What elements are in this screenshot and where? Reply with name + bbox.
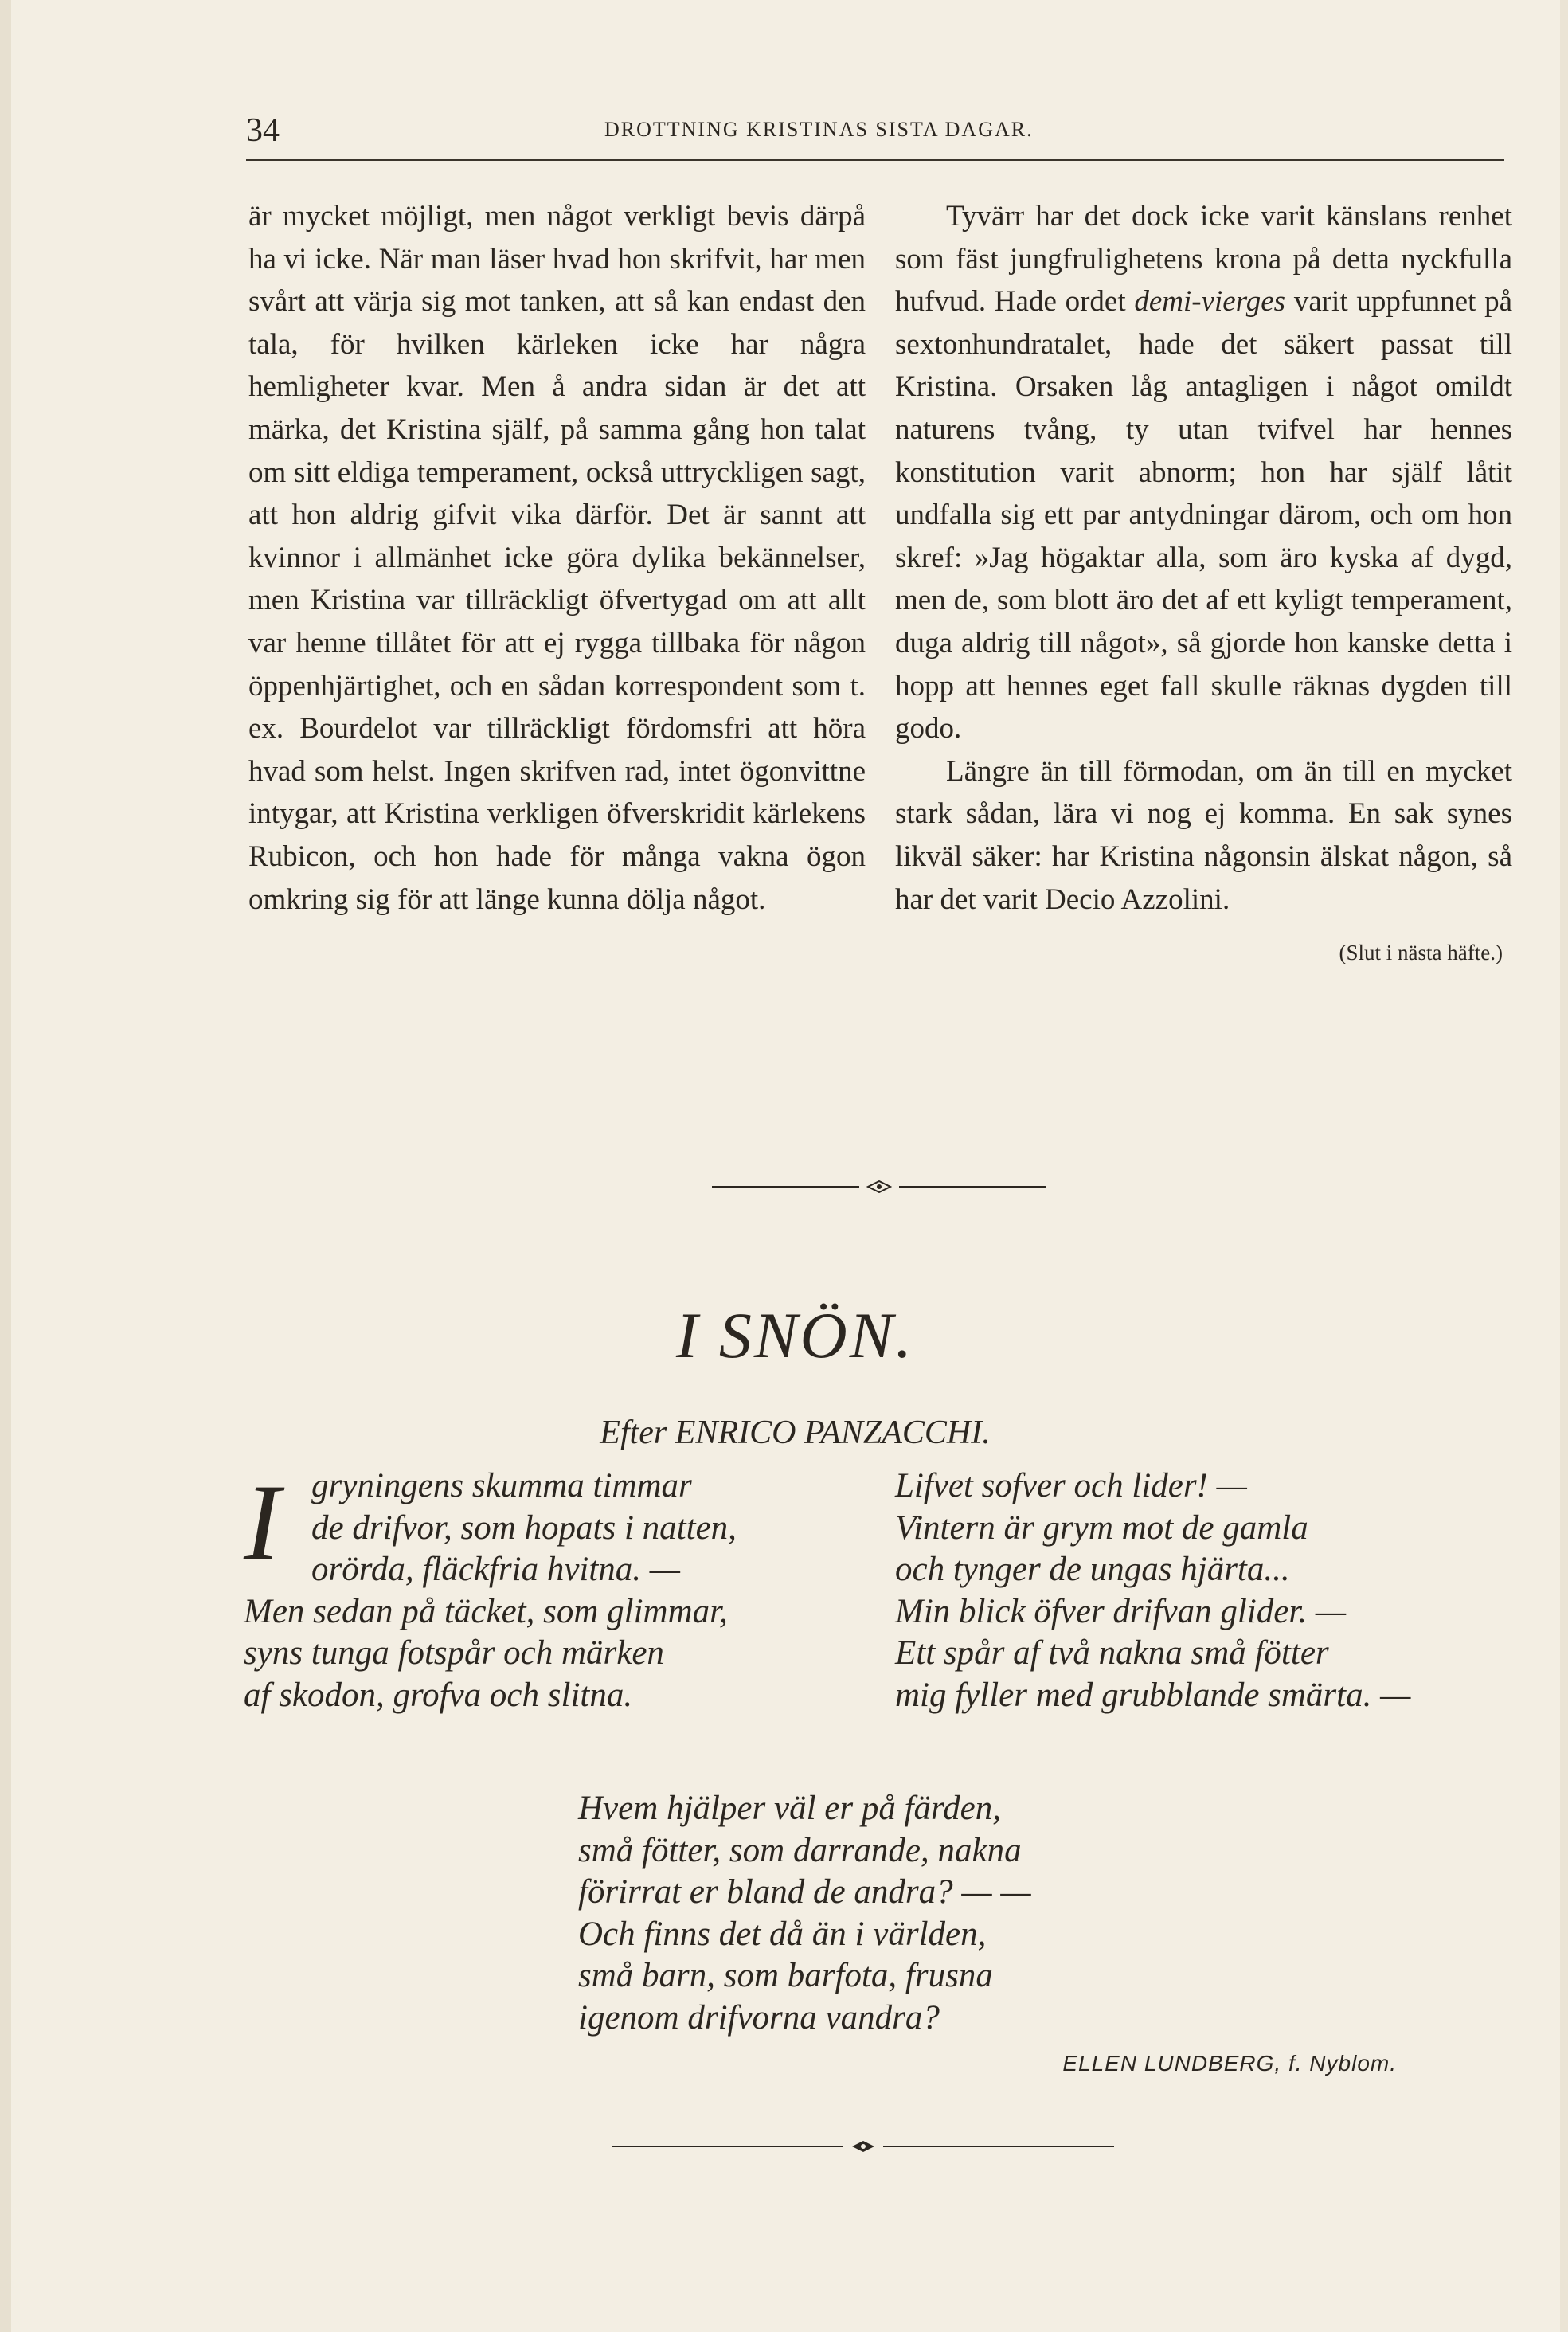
emphasized-term: demi-vierges: [1134, 285, 1286, 319]
left-paragraph: är mycket möjligt, men något verkligt bevis därpå ha vi icke. När man läser hvad hon skrifvit, har men svårt att värja sig mot tanken, att så kan endast den tala, för hvilken kärleken icke har några hemligheter kvar. Men å andra sidan är det att märka, det Kristina själf, på samma gång hon talat om sitt eldiga temperament, också uttryckligen sagt, att hon aldrig gifvit vika därför. Det är sannt att kvinnor i allmänhet icke göra dylika bekännelser, men Kristina var tillräckligt öfvertygad om att allt var henne tillåtet för att ej rygga tillbaka för någon öppenhjärtighet, och en sådan korrespondent som t. ex. Bourdelot var tillräckligt fördomsfri att höra hvad som helst. Ingen skrifven rad, intet ögonvittne intygar, att Kristina verkligen öfverskridit kärlekens Rubicon, och hon hade för många vakna ögon omkring sig för att länge kunna dölja något.: [248, 200, 866, 916]
poem-line: syns tunga fotspår och märken: [244, 1634, 664, 1672]
poem-line: Hvem hjälper väl er på färden,: [578, 1790, 1002, 1827]
poem-line: förirrat er bland de andra? — —: [578, 1873, 1031, 1911]
poem-line: Men sedan på täcket, som glimmar,: [244, 1592, 728, 1630]
right-paragraph-1: [895, 195, 1512, 750]
poem-line: små barn, som barfota, frusna: [578, 1957, 993, 1994]
header-rule: [246, 159, 1504, 161]
poem-line: små fötter, som darrande, nakna: [578, 1831, 1022, 1869]
poem-line: gryningens skumma timmar: [311, 1467, 692, 1504]
poem-byline: Efter ENRICO PANZACCHI.: [600, 1414, 991, 1451]
poem-title: I SNÖN.: [676, 1299, 914, 1371]
poem-line: Och finns det då än i världen,: [578, 1915, 987, 1953]
poem-line: igenom drifvorna vandra?: [578, 1998, 940, 2037]
right-paragraph-1-text-b: varit uppfunnet på sextonhundratalet, hade det säkert passat till Kristina. Orsaken låg antagligen i något omildt naturens tvång, ty utan tvifvel har hennes konstitution varit abnorm; hon har själf låtit undfalla sig ett par antydningar därom, och om hon skref: »Jag högaktar alla, som äro kyska af dygd, men de, som blott äro det af ett kyligt temperament, duga aldrig till något», så gjorde hon kanske detta i hopp att hennes eget fall skulle räknas dygden till godo.: [895, 285, 1513, 745]
poem-line: af skodon, grofva och slitna.: [244, 1676, 633, 1714]
poem-line: Vintern är grym mot de gamla: [895, 1508, 1308, 1547]
poem-line: mig fyller med grubblande smärta. —: [895, 1676, 1411, 1714]
running-head: DROTTNING KRISTINAS SISTA DAGAR.: [604, 118, 1034, 141]
poem-stanza-3: [578, 1788, 1031, 2039]
section-ornament: [712, 1179, 1046, 1195]
ornament-diamond-icon: [866, 1180, 892, 1193]
ornament-line-left: [712, 1186, 859, 1188]
right-column: [895, 195, 1512, 975]
poem-line: och tynger de ungas hjärta...: [895, 1551, 1290, 1588]
page-header: [246, 112, 1504, 159]
drop-cap: I: [244, 1461, 280, 1583]
page-number: 34: [246, 112, 280, 149]
left-column: [248, 195, 866, 921]
poem-line: de drifvor, som hopats i natten,: [311, 1508, 737, 1547]
poem-line: Min blick öfver drifvan glider. —: [895, 1592, 1347, 1630]
poem-line: Lifvet sofver och lider! —: [895, 1467, 1247, 1504]
ornament-line-right: [883, 2146, 1114, 2147]
right-paragraph-2: Längre än till förmodan, om än till en mycket stark sådan, lära vi nog ej komma. En sak synes likväl säker: har Kristina någonsin älskat någon, så har det varit Decio Azzolini.: [895, 754, 1512, 916]
poem-signature: ELLEN LUNDBERG, f. Nyblom.: [1062, 2051, 1397, 2076]
ornament-line-left: [612, 2146, 843, 2147]
continued-note: (Slut i nästa häfte.): [1339, 941, 1503, 965]
right-paragraph-1-text-a: Tyvärr har det dock icke varit känslans renhet som fäst jungfrulighetens krona på detta nyckfulla hufvud. Hade ordet: [895, 200, 1512, 319]
ornament-diamond-icon: [850, 2140, 876, 2153]
poem-line: orörda, fläckfria hvitna. —: [311, 1551, 681, 1588]
poem-stanza-1: [244, 1461, 737, 1716]
ornament-line-right: [899, 1186, 1046, 1188]
end-ornament: [612, 2138, 1114, 2154]
poem-line: Ett spår af två nakna små fötter: [895, 1634, 1329, 1672]
poem-stanza-2: [895, 1465, 1410, 1716]
